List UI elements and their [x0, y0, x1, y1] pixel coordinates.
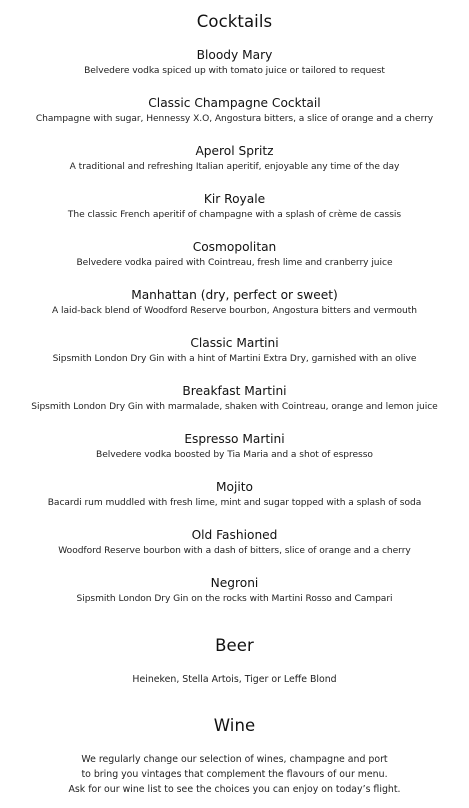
cocktail-description: A laid-back blend of Woodford Reserve bourbon, Angostura bitters and vermouth: [52, 306, 417, 316]
cocktail-description: Woodford Reserve bourbon with a dash of bitters, slice of orange and a cherry: [58, 546, 411, 556]
wine-heading: Wine: [213, 716, 256, 735]
cocktail-name: Bloody Mary: [196, 48, 273, 62]
cocktail-name: Old Fashioned: [191, 528, 278, 542]
cocktail-name: Classic Champagne Cocktail: [148, 96, 321, 110]
cocktail-name: Espresso Martini: [184, 432, 285, 446]
cocktail-name: Aperol Spritz: [195, 144, 274, 158]
cocktail-name: Classic Martini: [190, 336, 279, 350]
wine-text-line: to bring you vintages that complement the flavours of our menu.: [81, 769, 388, 780]
cocktail-description: Belvedere vodka boosted by Tia Maria and a shot of espresso: [96, 450, 373, 460]
cocktail-name: Kir Royale: [203, 192, 266, 206]
cocktail-name: Mojito: [216, 480, 253, 494]
wine-text-line: We regularly change our selection of wines, champagne and port: [81, 754, 388, 765]
beer-list: Heineken, Stella Artois, Tiger or Leffe Blond: [132, 674, 337, 685]
cocktails-heading: Cocktails: [196, 12, 273, 31]
wine-text-line: Ask for our wine list to see the choices you can enjoy on today’s flight.: [68, 784, 401, 795]
cocktail-description: Sipsmith London Dry Gin with marmalade, shaken with Cointreau, orange and lemon juice: [31, 402, 438, 412]
cocktail-description: A traditional and refreshing Italian aperitif, enjoyable any time of the day: [69, 162, 400, 172]
cocktail-name: Breakfast Martini: [182, 384, 287, 398]
cocktail-description: The classic French aperitif of champagne with a splash of crème de cassis: [67, 210, 402, 220]
cocktail-description: Sipsmith London Dry Gin on the rocks with Martini Rosso and Campari: [76, 594, 393, 604]
cocktail-name: Negroni: [210, 576, 259, 590]
cocktail-description: Bacardi rum muddled with fresh lime, mint and sugar topped with a splash of soda: [47, 498, 422, 508]
cocktail-name: Cosmopolitan: [192, 240, 277, 254]
cocktail-description: Sipsmith London Dry Gin with a hint of Martini Extra Dry, garnished with an olive: [52, 354, 417, 364]
cocktail-description: Belvedere vodka spiced up with tomato juice or tailored to request: [84, 66, 385, 76]
cocktail-description: Belvedere vodka paired with Cointreau, fresh lime and cranberry juice: [76, 258, 393, 268]
cocktail-name: Manhattan (dry, perfect or sweet): [131, 288, 338, 302]
cocktail-description: Champagne with sugar, Hennessy X.O, Angostura bitters, a slice of orange and a cherry: [35, 114, 434, 124]
beer-heading: Beer: [215, 636, 254, 655]
